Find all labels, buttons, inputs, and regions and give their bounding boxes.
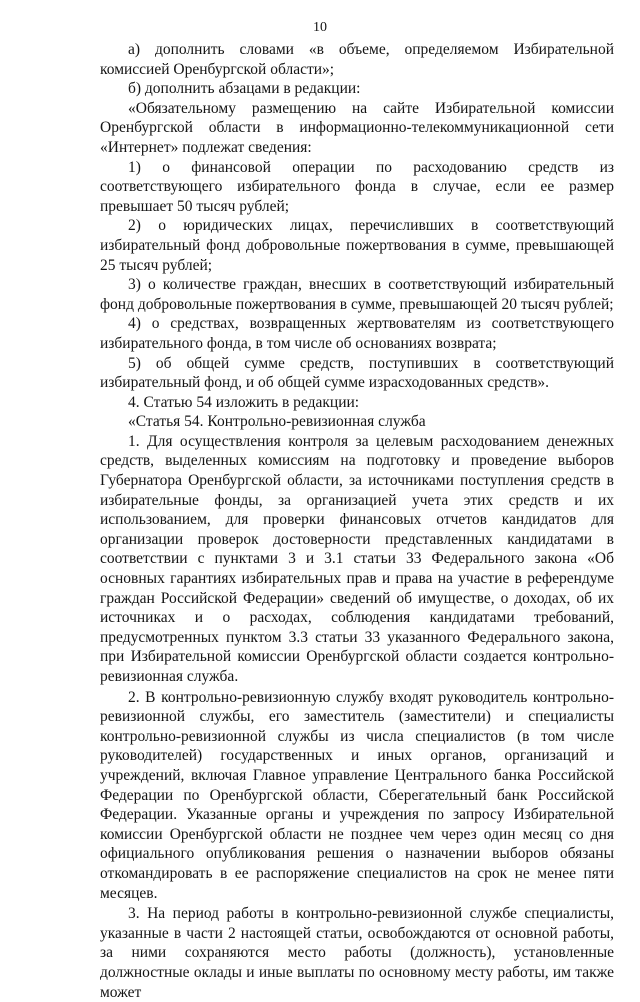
- paragraph-b: б) дополнить абзацами в редакции:: [128, 80, 361, 98]
- paragraph-item-2: 2) о юридических лицах, перечисливших в соответствующий избирательный фонд добровольные пожертвования в сумме, превышающей 25 тысяч рублей;: [100, 217, 614, 274]
- paragraph-a: а) дополнить словами «в объеме, определяемом Избирательной комиссией Оренбургской области»;: [100, 41, 614, 78]
- article-54-part-2: 2. В контрольно-ревизионную службу входят руководитель контрольно-ревизионной службы, его заместитель (заместители) и специалисты контрольно-ревизионной службы из числа специалистов (в том числе руководителей) государственных и иных органов, организаций и учреждений, включая Главное управление Центрального банка Российской Федерации по Оренбургской области, Сберегательный банк Российской Федерации. Указанные органы и учреждения по запросу Избирательной комиссии Оренбургской области не позднее чем через один месяц со дня официального опубликования решения о назначении выборов обязаны откомандировать в ее распоряжение специалистов на срок не менее пяти месяцев.: [100, 688, 614, 902]
- article-54-part-1: 1. Для осуществления контроля за целевым расходованием денежных средств, выделенных комиссиям на подготовку и проведение выборов Губернатора Оренбургской области, за источниками поступления средств в избирательные фонды, за организацией учета этих средств и их использованием, для проверки финансовых отчетов кандидатов для организации проверок достоверности представленных кандидатами в соответствии с пунктами 3 и 3.1 статьи 33 Федерального закона «Об основных гарантиях избирательных прав и права на участие в референдуме граждан Российской Федерации» сведений об имуществе, о доходах, об их источниках и о расходах, соблюдения кандидатами требований, предусмотренных пунктом 3.3 статьи 33 указанного Федерального закона, при Избирательной комиссии Оренбургской области создается контрольно-ревизионная служба.: [100, 432, 614, 685]
- page-number: 10: [313, 20, 327, 35]
- article-54-part-3: 3. На период работы в контрольно-ревизионной службе специалисты, указанные в части 2 настоящей статьи, освобождаются от основной работы, за ними сохраняются место работы (должность), установленные должностные оклады и иные выплаты по основному месту работы, им также может: [100, 905, 614, 1001]
- paragraph-amendment-4: 4. Статью 54 изложить в редакции:: [128, 393, 360, 411]
- paragraph-item-4: 4) о средствах, возвращенных жертвователям из соответствующего избирательного фонда, в том числе об основаниях возврата;: [100, 315, 614, 352]
- paragraph-item-5: 5) об общей сумме средств, поступивших в соответствующий избирательный фонд, и об общей сумме израсходованных средств».: [100, 354, 614, 392]
- paragraph-publication-intro: «Обязательному размещению на сайте Избирательной комиссии Оренбургской области в информационно-телекоммуникационной сети «Интернет» подлежат сведения:: [100, 99, 614, 156]
- paragraph-item-1: 1) о финансовой операции по расходованию средств из соответствующего избирательного фонда в случае, если ее размер превышает 50 тысяч рублей;: [100, 158, 614, 215]
- document-body: [100, 40, 614, 1002]
- paragraph-item-3: 3) о количестве граждан, внесших в соответствующий избирательный фонд добровольные пожертвования в сумме, превышающей 20 тысяч рублей;: [100, 276, 614, 313]
- article-54-heading: «Статья 54. Контрольно-ревизионная служба: [128, 413, 426, 431]
